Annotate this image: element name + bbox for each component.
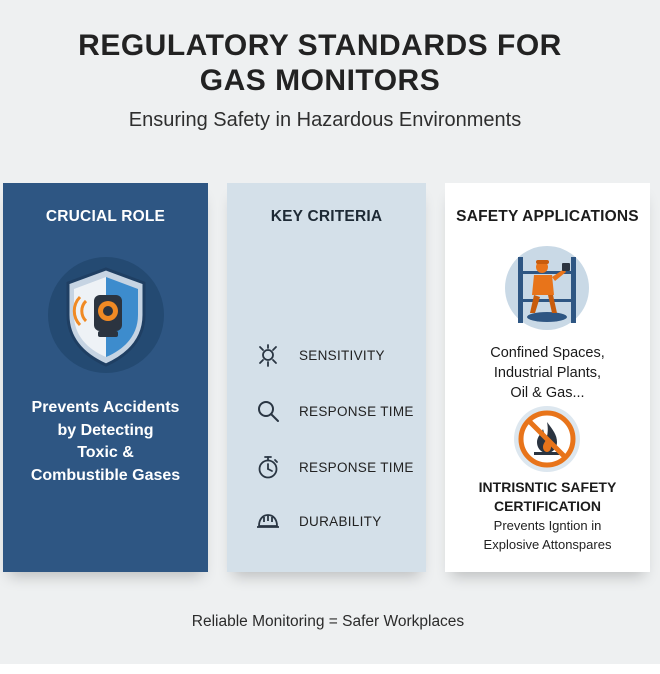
apps-line-3: Oil & Gas... xyxy=(510,385,585,401)
apps-line-1: Confined Spaces, xyxy=(490,345,605,361)
shield-gas-detector-icon xyxy=(46,255,166,375)
safety-applications-title: SAFETY APPLICATIONS xyxy=(456,208,639,225)
sensor-icon xyxy=(255,342,281,368)
cert-title-line-2: CERTIFICATION xyxy=(493,498,602,514)
footer-tagline: Reliable Monitoring = Safer Workplaces xyxy=(191,613,465,630)
magnifier-icon xyxy=(255,398,281,424)
criteria-item-response-time xyxy=(255,398,414,424)
cert-desc-line-2: Explosive Attonspares xyxy=(483,537,612,552)
title-line-1: REGULATORY STANDARDS FOR xyxy=(78,29,562,62)
criteria-item-durability xyxy=(255,508,382,534)
criteria-item-sensitivity xyxy=(255,342,385,368)
criteria-label: DURABILITY xyxy=(299,513,382,529)
certification-description xyxy=(445,516,650,554)
crucial-role-title: CRUCIAL ROLE xyxy=(45,208,166,225)
criteria-label: RESPONSE TIME xyxy=(299,403,414,419)
hard-hat-icon xyxy=(255,508,281,534)
applications-list xyxy=(445,343,650,403)
key-criteria-card xyxy=(227,183,426,572)
title-line-2: GAS MONITORS xyxy=(199,64,441,97)
apps-line-2: Industrial Plants, xyxy=(493,365,602,381)
criteria-label: SENSITIVITY xyxy=(299,347,385,363)
crucial-role-card xyxy=(3,183,208,572)
role-line-2: by Detecting xyxy=(57,421,154,439)
no-ignition-icon xyxy=(512,404,582,474)
role-line-1: Prevents Accidents xyxy=(31,399,180,416)
cert-desc-line-1: Prevents Igntion in xyxy=(493,518,602,533)
role-line-3: Toxic & xyxy=(77,444,134,461)
criteria-label: RESPONSE TIME xyxy=(299,459,414,475)
page-subtitle: Ensuring Safety in Hazardous Environments xyxy=(128,109,522,131)
crucial-role-description xyxy=(13,397,198,487)
certification-title xyxy=(445,478,650,516)
safety-applications-card xyxy=(445,183,650,572)
page-title xyxy=(0,28,640,98)
role-line-4: Combustible Gases xyxy=(30,466,181,484)
cert-title-line-1: INTRISNTIC SAFETY xyxy=(478,479,617,495)
criteria-item-response-time-2 xyxy=(255,454,414,480)
stopwatch-icon xyxy=(255,454,281,480)
confined-space-worker-icon xyxy=(504,245,590,331)
key-criteria-title: KEY CRITERIA xyxy=(270,208,383,225)
bottom-strip xyxy=(0,664,660,674)
